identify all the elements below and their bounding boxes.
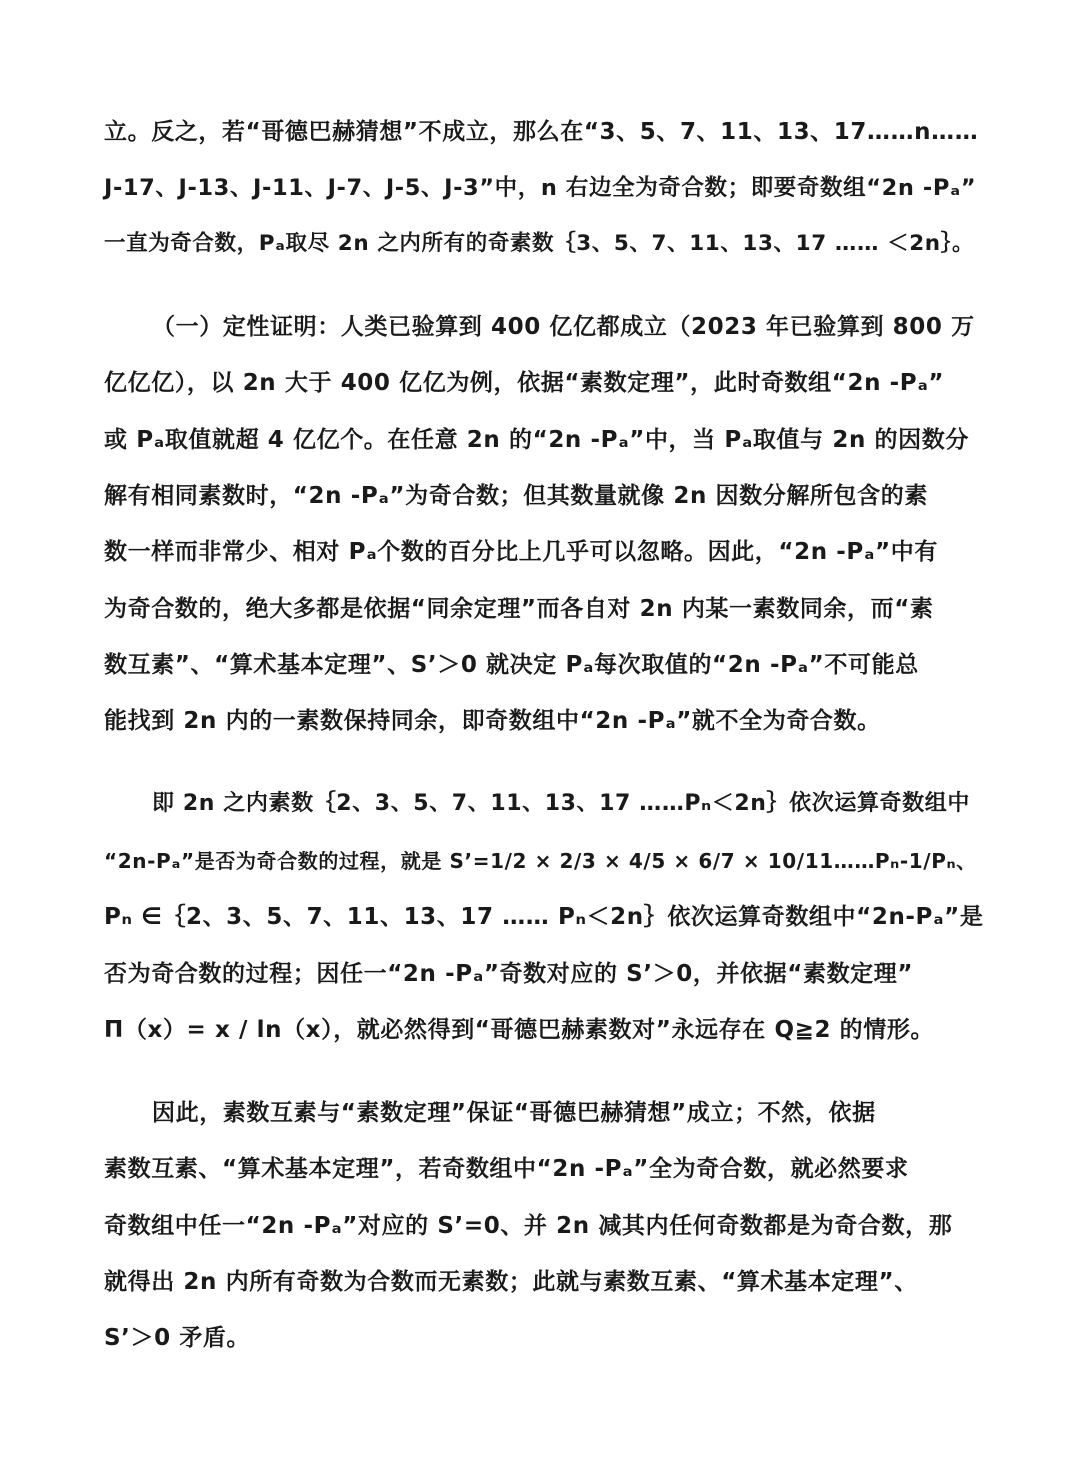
text-line: 立。反之，若“哥德巴赫猜想”不成立，那么在“3、5、7、11、13、17……n…… <box>104 119 979 145</box>
text-line: 素数互素、“算术基本定理”，若奇数组中“2n -Pₐ”全为奇合数，就必然要求 <box>104 1156 909 1182</box>
text-line: 即 2n 之内素数｛2、3、5、7、11、13、17 ……Pₙ＜2n｝依次运算奇数组中 <box>152 791 970 816</box>
text-line: “2n-Pₐ”是否为奇合数的过程，就是 S’=1/2 × 2/3 × 4/5 × 6/7 × 10/11……Pₙ-1/Pₙ、 <box>104 849 977 873</box>
text-line: 亿亿亿），以 2n 大于 400 亿亿为例，依据“素数定理”，此时奇数组“2n -Pₐ” <box>104 370 945 396</box>
text-line: 否为奇合数的过程；因任一“2n -Pₐ”奇数对应的 S’＞0，并依据“素数定理” <box>104 961 914 987</box>
text-line: J-17、J-13、J-11、J-7、J-5、J-3”中，n 右边全为奇合数；即要奇数组“2n -Pₐ” <box>104 175 977 201</box>
text-line: 因此，素数互素与“素数定理”保证“哥德巴赫猜想”成立；不然，依据 <box>152 1100 876 1126</box>
text-line: 或 Pₐ取值就超 4 亿亿个。在任意 2n 的“2n -Pₐ”中，当 Pₐ取值与 2n 的因数分 <box>104 427 969 453</box>
text-line: （一）定性证明：人类已验算到 400 亿亿都成立（2023 年已验算到 800 万 <box>152 314 975 340</box>
text-line: 奇数组中任一“2n -Pₐ”对应的 S’=0、并 2n 减其内任何奇数都是为奇合数，那 <box>104 1213 953 1239</box>
text-line: 能找到 2n 内的一素数保持同余，即奇数组中“2n -Pₐ”就不全为奇合数。 <box>104 708 881 734</box>
text-line: S’＞0 矛盾。 <box>104 1325 251 1351</box>
text-line: 数互素”、“算术基本定理”、S’＞0 就决定 Pₐ每次取值的“2n -Pₐ”不可能总 <box>104 652 919 678</box>
text-line: Pₙ ∈｛2、3、5、7、11、13、17 …… Pₙ＜2n｝依次运算奇数组中“2n-Pₐ”是 <box>104 904 984 930</box>
text-line: 解有相同素数时，“2n -Pₐ”为奇合数；但其数量就像 2n 因数分解所包含的素 <box>104 483 928 509</box>
text-line: Π（x）= x / ln（x），就必然得到“哥德巴赫素数对”永远存在 Q≧2 的情形。 <box>104 1017 935 1043</box>
text-line: 为奇合数的，绝大多都是依据“同余定理”而各自对 2n 内某一素数同余，而“素 <box>104 596 934 622</box>
text-line: 一直为奇合数，Pₐ取尽 2n 之内所有的奇素数｛3、5、7、11、13、17 …… ＜2n｝。 <box>104 231 975 256</box>
text-line: 数一样而非常少、相对 Pₐ个数的百分比上几乎可以忽略。因此，“2n -Pₐ”中有 <box>104 539 938 565</box>
text-line: 就得出 2n 内所有奇数为合数而无素数；此就与素数互素、“算术基本定理”、 <box>104 1269 918 1295</box>
